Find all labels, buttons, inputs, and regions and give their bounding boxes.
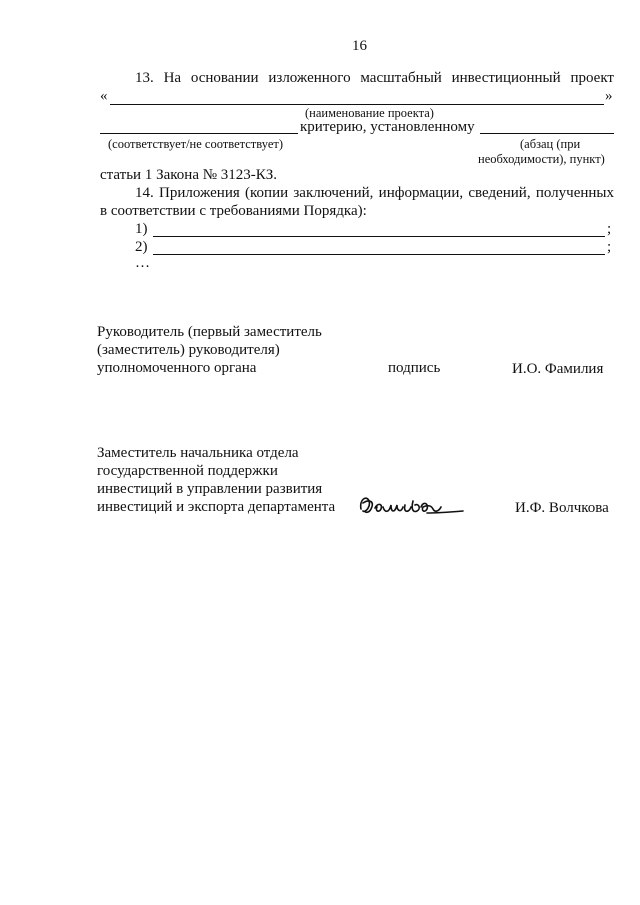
page-number: 16 — [352, 38, 367, 54]
handwritten-signature — [357, 491, 467, 523]
caption-paragraph-1: (абзац (при — [520, 137, 581, 151]
signatory2-title-3: инвестиций в управлении развития — [97, 481, 323, 497]
signatory2-title-1: Заместитель начальника отдела — [97, 445, 299, 461]
item13-intro: 13. На основании изложенного масштабный инвестиционный проект — [135, 70, 614, 86]
project-name-line — [110, 104, 604, 105]
signatory1-title-3: уполномоченного органа — [97, 360, 257, 376]
signatory1-name: И.О. Фамилия — [512, 361, 604, 377]
signatory1-title-2: (заместитель) руководителя) — [97, 342, 280, 358]
item14-line2: в соответствии с требованиями Порядка): — [100, 203, 367, 219]
quote-open: « — [100, 88, 108, 104]
attachment-1-label: 1) — [135, 221, 148, 237]
signatory1-title-1: Руководитель (первый заместитель — [97, 324, 322, 340]
caption-paragraph-2: необходимости), пункт) — [478, 152, 605, 166]
signatory2-name: И.Ф. Волчкова — [515, 500, 609, 516]
caption-project: (наименование проекта) — [305, 106, 434, 120]
criterion-text: критерию, установленному — [300, 119, 475, 135]
item14-line1: 14. Приложения (копии заключений, информации, сведений, полученных — [135, 185, 614, 201]
signatory2-title-2: государственной поддержки — [97, 463, 278, 479]
signature-label: подпись — [388, 360, 441, 376]
attachment-2-line — [153, 254, 605, 255]
attachment-ellipsis: … — [135, 255, 150, 271]
signatory2-title-4: инвестиций и экспорта департамента — [97, 499, 336, 515]
law-reference: статьи 1 Закона № 3123-КЗ. — [100, 167, 278, 183]
attachment-2-end: ; — [607, 239, 612, 255]
quote-close: » — [605, 88, 613, 104]
match-line — [100, 133, 298, 134]
attachment-1-end: ; — [607, 221, 612, 237]
paragraph-line — [480, 133, 614, 134]
caption-match: (соответствует/не соответствует) — [108, 137, 283, 151]
attachment-2-label: 2) — [135, 239, 148, 255]
attachment-1-line — [153, 236, 605, 237]
